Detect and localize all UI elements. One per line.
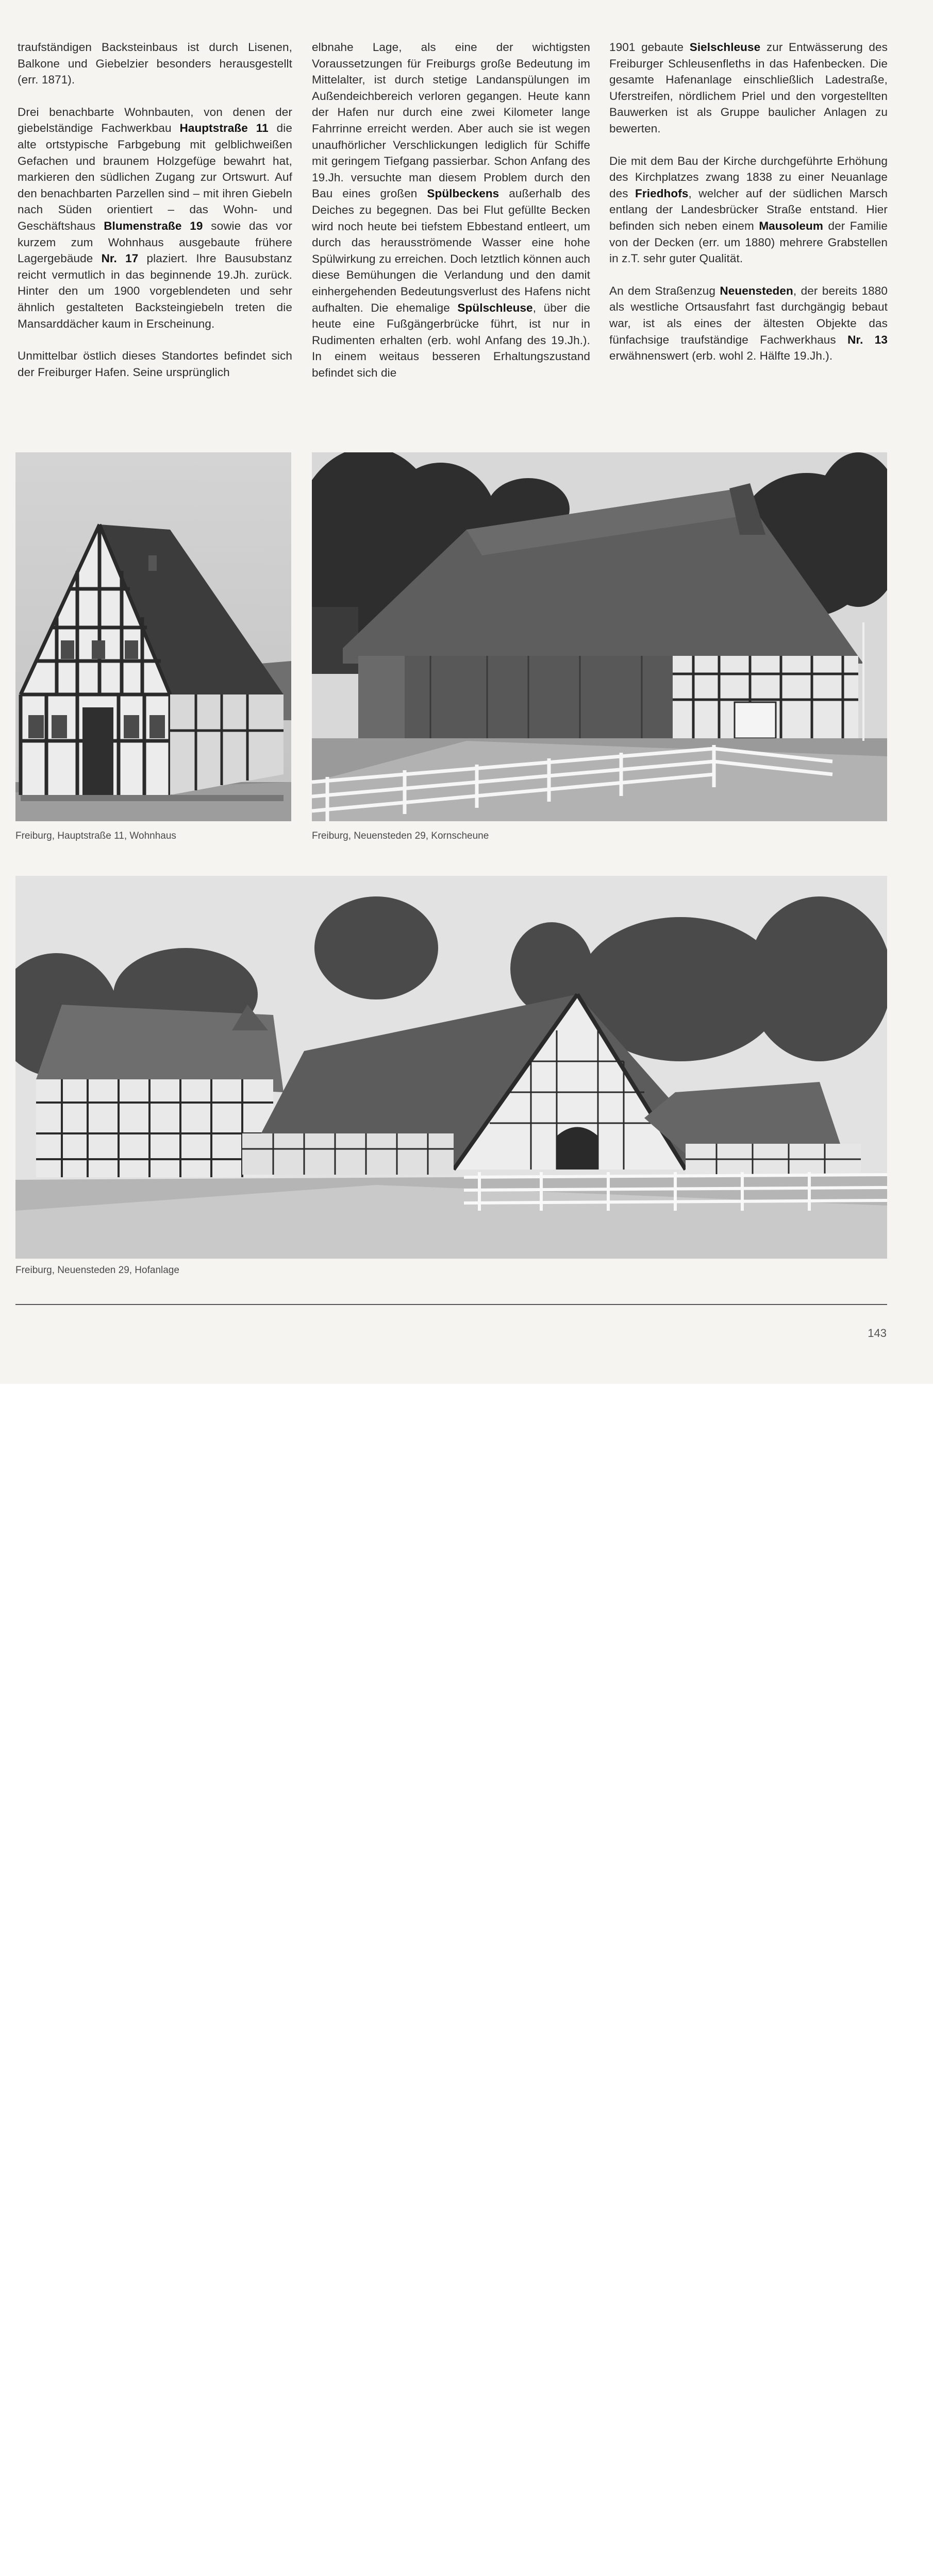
emphasized-address: Nr. 17 [101,252,139,265]
text-run: Die mit dem Bau der Kirche durchgeführte Erhöhung des Kirchplatzes zwang 1838 zu einer Neuanlage des [609,154,888,200]
text-run: Drei benachbarte Wohnbauten, von denen der giebelständige Fachwerkbau [18,105,292,135]
photo-caption-kornscheune: Freiburg, Neuensteden 29, Kornscheune [312,831,489,841]
emphasized-address: Spülschleuse [457,301,533,314]
paragraph [312,39,590,381]
digitization-footer [0,1384,933,1449]
thatched-barn-illustration [312,452,887,821]
text-column-1 [18,39,292,396]
text-column-2 [312,39,590,397]
text-run: sowie das vor kurzem zum Wohnhaus ausgebaute frühere Lagergebäude [18,219,292,265]
text-run: die alte ortstypische Farbgebung mit gelblichweißen Gefachen und braunem Holzgefüge bewahrt hat, markieren den südlichen Zugang zur Ortswurt. Auf den benachbarten Parzellen sind – mit ihren Giebeln nach Süden orientiert – das Wohn- und Geschäftshaus [18,122,292,232]
text-run: 1901 gebaute [609,41,690,54]
photo-hofanlage [15,876,887,1259]
text-run: außerhalb des Deiches zu begegnen. Das bei Flut gefüllte Becken wird noch heute bei tiefstem Ebbestand entleert, um durch das herausströmende Wasser eine hohe Spülwirkung zu erreichen. Doch letztlich können auch diese Bemühungen die Verlandung und den damit einhergehenden Bedeutungsverlust des Hafens nicht aufhalten. Die ehemalige [312,187,590,314]
text-run: traufständigen Backsteinbaus ist durch Lisenen, Balkone und Giebelzier besonders herausgestellt (err. 1871). [18,41,292,87]
photo-hauptstrasse-11 [15,452,291,821]
emphasized-address: Mausoleum [759,219,824,232]
paragraph [609,283,888,364]
text-run: , der bereits 1880 als westliche Ortsausfahrt fast durchgängig bebaut war, ist als eines der ältesten Objekte das fünfachsige traufständige Fachwerkhaus [609,284,888,346]
emphasized-address: Nr. 13 [847,333,888,346]
emphasized-address: Hauptstraße 11 [179,122,269,135]
paragraph [18,39,292,88]
emphasized-address: Sielschleuse [689,41,761,54]
farmstead-illustration [15,876,887,1259]
text-run: plaziert. Ihre Bausubstanz reicht vermutlich in das beginnende 19.Jh. zurück. Hinter den um 1900 vorgeblendeten und sehr ähnlich gestalteten Backsteingiebeln treten die Mansarddächer kaum in Erscheinung. [18,252,292,330]
photo-caption-wohnhaus: Freiburg, Hauptstraße 11, Wohnhaus [15,831,176,841]
paragraph [18,348,292,380]
paragraph [18,104,292,332]
emphasized-address: Spülbeckens [427,187,499,200]
paragraph [609,153,888,267]
text-run: , über die heute eine Fußgängerbrücke führt, ist nur in Rudimenten erhalten (erb. wohl Anfang des 19.Jh.). In einem weitaus besseren Erhaltungszustand befindet sich die [312,301,590,379]
text-run: Unmittelbar östlich dieses Standortes befindet sich der Freiburger Hafen. Seine ursprünglich [18,349,292,379]
photo-caption-hofanlage: Freiburg, Neuensteden 29, Hofanlage [15,1265,179,1276]
paragraph [609,39,888,137]
footer-rule [15,1304,887,1305]
page-number: 143 [868,1327,887,1340]
text-run: , welcher auf der südlichen Marsch entlang der Landesbrücker Straße entstand. Hier befinden sich neben einem [609,187,888,232]
text-run: erwähnenswert (erb. wohl 2. Hälfte 19.Jh.). [609,349,833,363]
emphasized-address: Neuensteden [720,284,793,297]
photo-kornscheune [312,452,887,821]
emphasized-address: Friedhofs [635,187,689,200]
half-timbered-house-illustration [15,452,291,821]
text-column-3 [609,39,888,380]
text-run: zur Entwässerung des Freiburger Schleusenfleths in das Hafenbecken. Die gesamte Hafenanlage einschließlich Ladestraße, Uferstreifen, nördlichem Priel und den vorgestellten Bauwerken ist als Gruppe baulicher Anlagen zu bewerten. [609,41,888,135]
text-run: An dem Straßenzug [609,284,720,297]
text-run: elbnahe Lage, als eine der wichtigsten Voraussetzungen für Freiburgs große Bedeutung im Mittelalter, ist durch stetige Landanspülungen im Außendeichbereich verloren gegangen. Heute kann der Hafen nur durch eine zwei Kilometer lange Fahrrinne erreicht werden. Aber auch sie ist wegen unaufhörlicher Verschlickungen lediglich für Schiffe mit geringem Tiefgang passierbar. Schon Anfang des 19.Jh. versuchte man diesem Problem durch den Bau eines großen [312,41,590,200]
text-run: der Familie von der Decken (err. um 1880) mehrere Grabstellen in z.T. sehr guter Qualität. [609,219,888,265]
emphasized-address: Blumenstraße 19 [104,219,203,232]
